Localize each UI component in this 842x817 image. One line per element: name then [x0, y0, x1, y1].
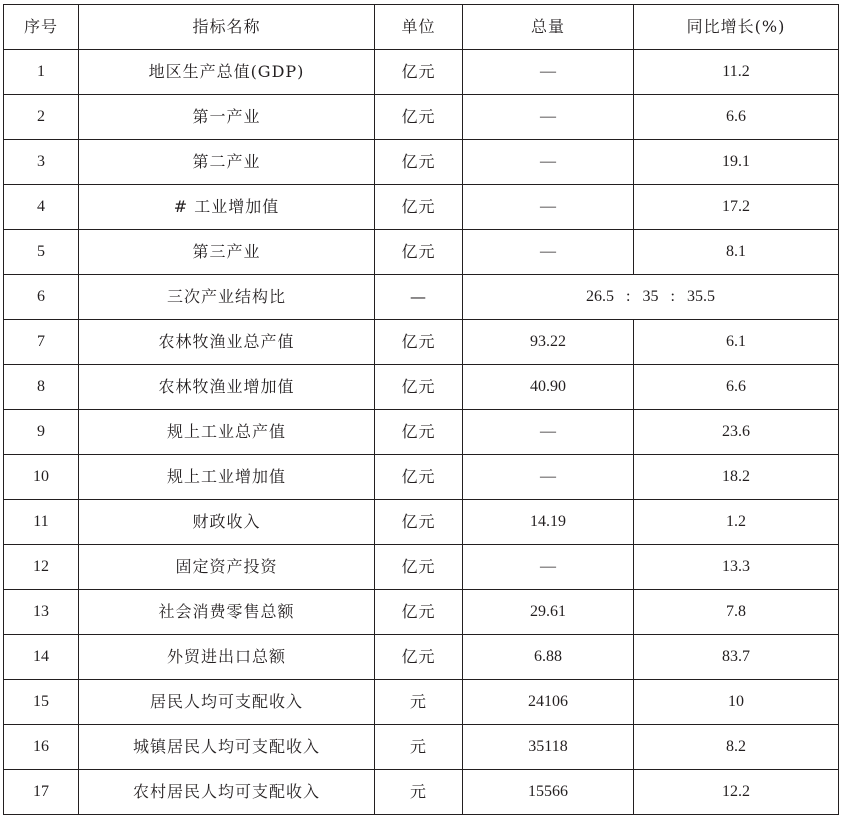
cell-unit: 元: [375, 770, 463, 815]
cell-total: —: [463, 230, 634, 275]
header-serial-number: 序号: [4, 5, 79, 50]
cell-yoy-growth: 8.2: [634, 725, 839, 770]
table-row: [4, 725, 839, 770]
cell-yoy-growth: 8.1: [634, 230, 839, 275]
cell-unit: 元: [375, 680, 463, 725]
cell-indicator-name: 第三产业: [79, 230, 375, 275]
cell-yoy-growth: 18.2: [634, 455, 839, 500]
cell-yoy-growth: 6.6: [634, 365, 839, 410]
table-row: [4, 590, 839, 635]
statistics-table: [3, 4, 839, 815]
cell-total: —: [463, 140, 634, 185]
cell-unit: 亿元: [375, 365, 463, 410]
cell-total: —: [463, 455, 634, 500]
cell-yoy-growth: 23.6: [634, 410, 839, 455]
cell-total: —: [463, 95, 634, 140]
table-row: [4, 770, 839, 815]
cell-unit: 亿元: [375, 230, 463, 275]
cell-serial-number: 3: [4, 140, 79, 185]
cell-total: —: [463, 185, 634, 230]
table-row: [4, 185, 839, 230]
cell-yoy-growth: 1.2: [634, 500, 839, 545]
cell-unit: 亿元: [375, 320, 463, 365]
cell-serial-number: 17: [4, 770, 79, 815]
cell-indicator-name: 居民人均可支配收入: [79, 680, 375, 725]
cell-yoy-growth: 19.1: [634, 140, 839, 185]
ratio-separator: :: [626, 288, 631, 305]
cell-indicator-name: 城镇居民人均可支配收入: [79, 725, 375, 770]
cell-indicator-name: 财政收入: [79, 500, 375, 545]
cell-unit: 亿元: [375, 140, 463, 185]
cell-indicator-name: 社会消费零售总额: [79, 590, 375, 635]
header-row: [4, 5, 839, 50]
header-yoy-growth: 同比增长(%): [634, 5, 839, 50]
table-row: [4, 230, 839, 275]
cell-indicator-name: 固定资产投资: [79, 545, 375, 590]
cell-unit: 亿元: [375, 590, 463, 635]
ratio-primary: 26.5: [586, 288, 615, 305]
cell-unit: 亿元: [375, 545, 463, 590]
cell-yoy-growth: 83.7: [634, 635, 839, 680]
cell-yoy-growth: 11.2: [634, 50, 839, 95]
cell-yoy-growth: 6.6: [634, 95, 839, 140]
cell-indicator-name: 农村居民人均可支配收入: [79, 770, 375, 815]
table-row: [4, 140, 839, 185]
cell-total: 35118: [463, 725, 634, 770]
table-row: [4, 95, 839, 140]
cell-serial-number: 7: [4, 320, 79, 365]
cell-serial-number: 9: [4, 410, 79, 455]
table-row: [4, 455, 839, 500]
cell-serial-number: 8: [4, 365, 79, 410]
cell-serial-number: 13: [4, 590, 79, 635]
cell-indicator-name: 规上工业总产值: [79, 410, 375, 455]
header-total: 总量: [463, 5, 634, 50]
table-row: [4, 275, 839, 320]
cell-indicator-name: # 工业增加值: [79, 185, 375, 230]
cell-unit: 亿元: [375, 185, 463, 230]
cell-unit: 亿元: [375, 455, 463, 500]
cell-yoy-growth: 10: [634, 680, 839, 725]
cell-unit: 亿元: [375, 95, 463, 140]
cell-indicator-name: 规上工业增加值: [79, 455, 375, 500]
table-row: [4, 545, 839, 590]
cell-unit: 亿元: [375, 635, 463, 680]
cell-serial-number: 16: [4, 725, 79, 770]
cell-serial-number: 4: [4, 185, 79, 230]
cell-total: —: [463, 545, 634, 590]
cell-unit: 亿元: [375, 410, 463, 455]
table-row: [4, 680, 839, 725]
cell-indicator-name: 农林牧渔业增加值: [79, 365, 375, 410]
cell-indicator-name: 农林牧渔业总产值: [79, 320, 375, 365]
table-row: [4, 320, 839, 365]
cell-total: 15566: [463, 770, 634, 815]
ratio-secondary: 35: [642, 288, 659, 305]
cell-serial-number: 5: [4, 230, 79, 275]
cell-serial-number: 1: [4, 50, 79, 95]
table-row: [4, 410, 839, 455]
cell-unit: 亿元: [375, 50, 463, 95]
cell-yoy-growth: 12.2: [634, 770, 839, 815]
header-indicator-name: 指标名称: [79, 5, 375, 50]
cell-indicator-name: 第一产业: [79, 95, 375, 140]
cell-yoy-growth: 13.3: [634, 545, 839, 590]
cell-unit: 亿元: [375, 500, 463, 545]
table-row: [4, 50, 839, 95]
cell-serial-number: 2: [4, 95, 79, 140]
cell-total: 14.19: [463, 500, 634, 545]
cell-indicator-name: 地区生产总值(GDP): [79, 50, 375, 95]
header-unit: 单位: [375, 5, 463, 50]
cell-serial-number: 15: [4, 680, 79, 725]
cell-total: —: [463, 410, 634, 455]
cell-serial-number: 10: [4, 455, 79, 500]
cell-total: —: [463, 50, 634, 95]
cell-indicator-name: 三次产业结构比: [79, 275, 375, 320]
ratio-separator: :: [670, 288, 675, 305]
cell-serial-number: 14: [4, 635, 79, 680]
cell-total: 93.22: [463, 320, 634, 365]
ratio-tertiary: 35.5: [686, 288, 715, 305]
cell-yoy-growth: 17.2: [634, 185, 839, 230]
cell-yoy-growth: 6.1: [634, 320, 839, 365]
cell-unit: 元: [375, 725, 463, 770]
cell-industry-ratio: [463, 275, 839, 320]
table-row: [4, 365, 839, 410]
cell-yoy-growth: 7.8: [634, 590, 839, 635]
cell-indicator-name: 外贸进出口总额: [79, 635, 375, 680]
table-body: [4, 50, 839, 815]
cell-indicator-name: 第二产业: [79, 140, 375, 185]
cell-total: 24106: [463, 680, 634, 725]
cell-serial-number: 6: [4, 275, 79, 320]
cell-serial-number: 11: [4, 500, 79, 545]
table-row: [4, 500, 839, 545]
cell-total: 29.61: [463, 590, 634, 635]
cell-unit: —: [375, 275, 463, 320]
table-row: [4, 635, 839, 680]
table-header: [4, 5, 839, 50]
cell-total: 40.90: [463, 365, 634, 410]
cell-serial-number: 12: [4, 545, 79, 590]
cell-total: 6.88: [463, 635, 634, 680]
